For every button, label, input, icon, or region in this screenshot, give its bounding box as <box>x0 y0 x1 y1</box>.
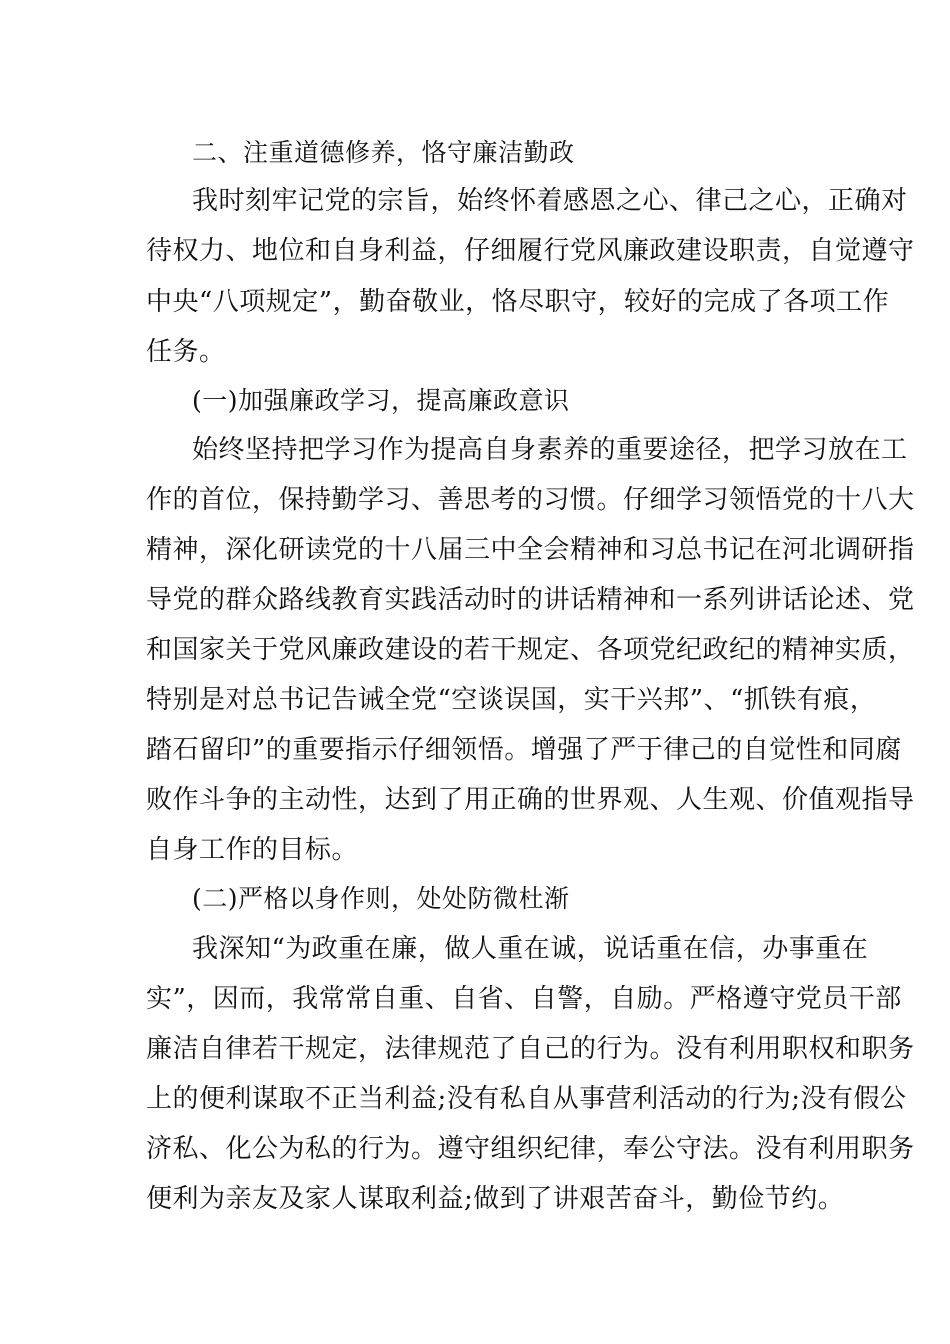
section-heading: 二、注重道德修养，恪守廉洁勤政 <box>192 138 575 167</box>
paragraph-line: 导党的群众路线教育实践活动时的讲话精神和一系列讲话论述、党 <box>146 585 915 615</box>
paragraph-line: 我时刻牢记党的宗旨，始终怀着感恩之心、律己之心，正确对 <box>192 186 908 216</box>
paragraph-line: 便利为亲友及家人谋取利益;做到了讲艰苦奋斗，勤俭节约。 <box>146 1184 845 1214</box>
paragraph-line: 自身工作的目标。 <box>146 835 359 865</box>
paragraph-line: 败作斗争的主动性，达到了用正确的世界观、人生观、价值观指导 <box>146 785 915 815</box>
paragraph-line: 廉洁自律若干规定，法律规范了自己的行为。没有利用职权和职务 <box>146 1034 915 1064</box>
paragraph-line: 任务。 <box>146 337 226 367</box>
subsection-heading: (二)严格以身作则，处处防微杜渐 <box>192 884 570 913</box>
paragraph-line: 济私、化公为私的行为。遵守组织纪律，奉公守法。没有利用职务 <box>146 1134 915 1164</box>
paragraph-line: 上的便利谋取不正当利益;没有私自从事营利活动的行为;没有假公 <box>146 1084 907 1114</box>
paragraph-line: 实”，因而，我常常自重、自省、自警，自励。严格遵守党员干部 <box>146 984 902 1014</box>
paragraph-line: 和国家关于党风廉政建设的若干规定、各项党纪政纪的精神实质， <box>146 635 915 665</box>
paragraph-line: 中央“八项规定”，勤奋敬业，恪尽职守，较好的完成了各项工作 <box>146 287 890 317</box>
paragraph-line: 特别是对总书记告诫全党“空谈误国，实干兴邦”、“抓铁有痕， <box>146 685 877 715</box>
subsection-heading: (一)加强廉政学习，提高廉政意识 <box>192 386 570 415</box>
paragraph-line: 我深知“为政重在廉，做人重在诚，说话重在信，办事重在 <box>192 934 869 964</box>
paragraph-line: 精神，深化研读党的十八届三中全会精神和习总书记在河北调研指 <box>146 535 915 565</box>
paragraph-line: 始终坚持把学习作为提高自身素养的重要途径，把学习放在工 <box>192 435 908 465</box>
paragraph-line: 待权力、地位和自身利益，仔细履行党风廉政建设职责，自觉遵守 <box>146 236 915 266</box>
paragraph-line: 作的首位，保持勤学习、善思考的习惯。仔细学习领悟党的十八大 <box>146 485 915 515</box>
paragraph-line: 踏石留印”的重要指示仔细领悟。增强了严于律己的自觉性和同腐 <box>146 735 902 765</box>
